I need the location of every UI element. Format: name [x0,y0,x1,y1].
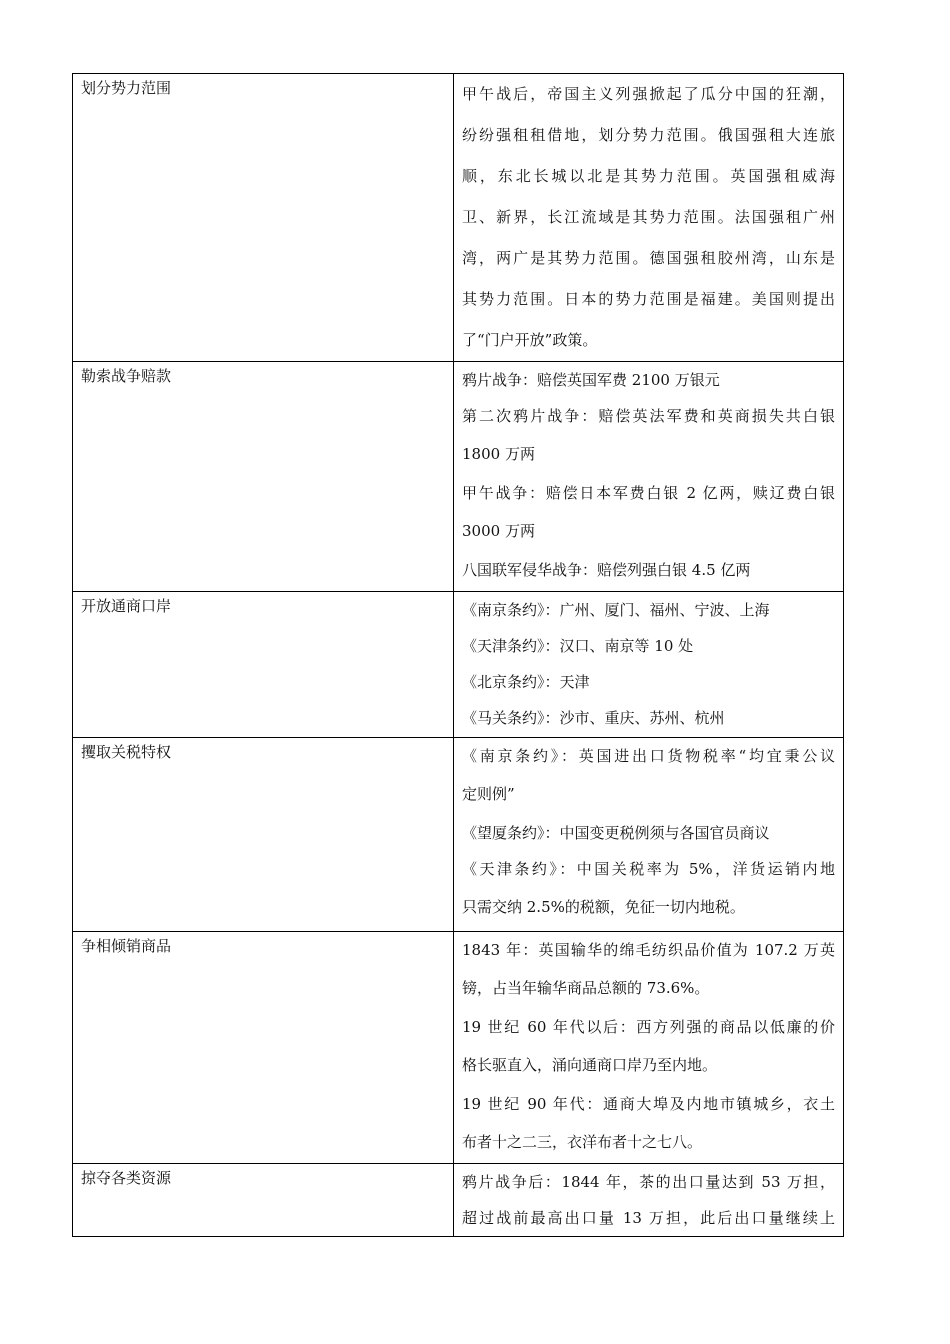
detail-cell [454,1164,844,1237]
detail-line: 《南京条约》：英国进出口货物税率“均宜秉公议 [462,747,835,765]
topic-label: 划分势力范围 [81,79,172,97]
table-row [73,362,844,592]
topic-label: 攫取关税特权 [81,743,172,761]
detail-line: 镑，占当年输华商品总额的 73.6%。 [462,979,710,997]
topic-cell [73,362,454,592]
topic-cell [73,738,454,932]
detail-line: 了“门户开放”政策。 [462,331,598,349]
table-row [73,592,844,738]
detail-cell [454,738,844,932]
detail-line: 19 世纪 90 年代：通商大埠及内地市镇城乡，衣土 [462,1095,835,1113]
topic-cell [73,74,454,362]
detail-line: 布者十之二三，衣洋布者十之七八。 [462,1133,703,1151]
detail-line: 湾，两广是其势力范围。德国强租胶州湾，山东是 [462,249,835,267]
topic-label: 勒索战争赔款 [81,367,172,385]
detail-line: 鸦片战争后：1844 年，茶的出口量达到 53 万担， [462,1173,835,1191]
content-table [72,73,844,1237]
detail-line: 甲午战争：赔偿日本军费白银 2 亿两，赎辽费白银 [462,484,835,502]
topic-cell [73,1164,454,1237]
detail-cell [454,932,844,1164]
detail-line: 纷纷强租租借地，划分势力范围。俄国强租大连旅 [462,126,835,144]
detail-cell [454,592,844,738]
topic-label: 争相倾销商品 [81,937,172,955]
detail-line: 19 世纪 60 年代以后：西方列强的商品以低廉的价 [462,1018,835,1036]
detail-line: 《马关条约》：沙市、重庆、苏州、杭州 [462,709,725,727]
detail-line: 1843 年：英国输华的绵毛纺织品价值为 107.2 万英 [462,941,835,959]
detail-line: 《望厦条约》：中国变更税例须与各国官员商议 [462,824,770,842]
detail-line: 鸦片战争：赔偿英国军费 2100 万银元 [462,371,720,389]
detail-line: 八国联军侵华战争：赔偿列强白银 4.5 亿两 [462,561,751,579]
table-row [73,738,844,932]
topic-cell [73,592,454,738]
table-row [73,74,844,362]
topic-cell [73,932,454,1164]
detail-line: 第二次鸦片战争：赔偿英法军费和英商损失共白银 [462,407,835,425]
detail-line: 《天津条约》：中国关税率为 5%，洋货运销内地 [462,860,835,878]
detail-line: 甲午战后，帝国主义列强掀起了瓜分中国的狂潮， [462,85,835,103]
detail-line: 《北京条约》：天津 [462,673,590,691]
detail-line: 《南京条约》：广州、厦门、福州、宁波、上海 [462,601,770,619]
topic-label: 开放通商口岸 [81,597,172,615]
table-row [73,932,844,1164]
detail-line: 1800 万两 [462,445,535,463]
detail-line: 《天津条约》：汉口、南京等 10 处 [462,637,694,655]
detail-line: 3000 万两 [462,522,535,540]
detail-line: 其势力范围。日本的势力范围是福建。美国则提出 [462,290,835,308]
detail-line: 超过战前最高出口量 13 万担，此后出口量继续上 [462,1209,835,1227]
detail-line: 定则例” [462,785,515,803]
detail-line: 只需交纳 2.5%的税额，免征一切内地税。 [462,898,745,916]
topic-label: 掠夺各类资源 [81,1169,172,1187]
detail-line: 顺，东北长城以北是其势力范围。英国强租威海 [462,167,835,185]
detail-line: 格长驱直入，涌向通商口岸乃至内地。 [462,1056,718,1074]
detail-cell [454,362,844,592]
detail-cell [454,74,844,362]
table-row [73,1164,844,1237]
detail-line: 卫、新界，长江流域是其势力范围。法国强租广州 [462,208,835,226]
